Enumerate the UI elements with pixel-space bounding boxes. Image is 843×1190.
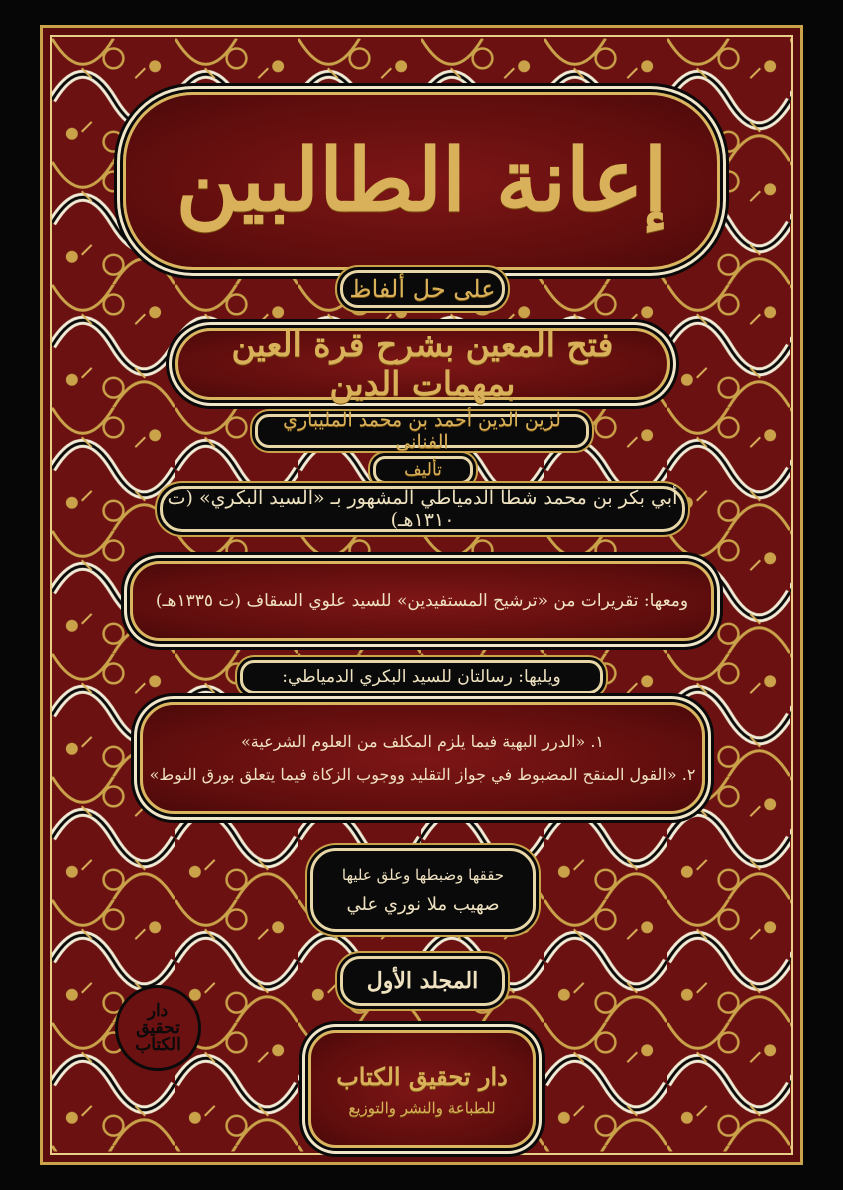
publisher-cartouche <box>308 1030 536 1148</box>
publisher-name: دار تحقيق الكتاب <box>336 1061 508 1091</box>
list-item: ١. «الدرر البهية فيما يلزم المكلف من العلوم الشرعية» <box>240 732 605 751</box>
taqrirat-cartouche <box>130 561 714 641</box>
editor-name: صهيب ملا نوري علي <box>346 893 500 915</box>
volume-cartouche <box>340 956 505 1006</box>
publisher-logo <box>115 985 201 1071</box>
book-title: إعانة الطالبين <box>175 130 668 231</box>
editor-cartouche <box>310 848 536 932</box>
taqrirat-line: ومعها: تقريرات من «ترشيح المستفيدين» للسيد علوي السقاف (ت ١٣٣٥هـ) <box>155 591 689 611</box>
subtitle-connector: على حل ألفاظ <box>349 275 496 303</box>
logo-line: دار <box>147 1000 169 1021</box>
rasail-heading-cartouche <box>240 660 603 694</box>
logo-line: تحقيق <box>136 1017 180 1038</box>
publisher-subtitle: للطباعة والنشر والتوزيع <box>348 1098 496 1117</box>
base-text-title: فتح المعين بشرح قرة العين بمهمات الدين <box>231 325 614 403</box>
volume-label: المجلد الأول <box>366 968 479 994</box>
connector-cartouche <box>340 270 505 308</box>
tahqiq-label: حققها وضبطها وعلق عليها <box>341 865 505 884</box>
base-author-cartouche <box>255 409 589 453</box>
list-item: ٢. «القول المنقح المضبوط في جواز التقليد ووجوب الزكاة فيما يتعلق بورق النوط» <box>149 765 696 784</box>
authorship-label-cartouche <box>373 456 473 484</box>
authorship-label: تأليف <box>404 460 442 480</box>
logo-line: الكتاب <box>135 1034 181 1055</box>
rasail-heading: ويليها: رسالتان للسيد البكري الدمياطي: <box>282 667 561 687</box>
author-cartouche <box>160 486 685 532</box>
base-text-cartouche <box>175 325 670 403</box>
rasail-list-cartouche <box>140 702 705 814</box>
author-name: أبي بكر بن محمد شطا الدمياطي المشهور بـ «السيد البكري» (ت ١٣١٠هـ) <box>167 487 678 531</box>
title-cartouche <box>123 92 720 270</box>
base-author: لزين الدين أحمد بن محمد المليباري الفناني <box>283 409 561 453</box>
